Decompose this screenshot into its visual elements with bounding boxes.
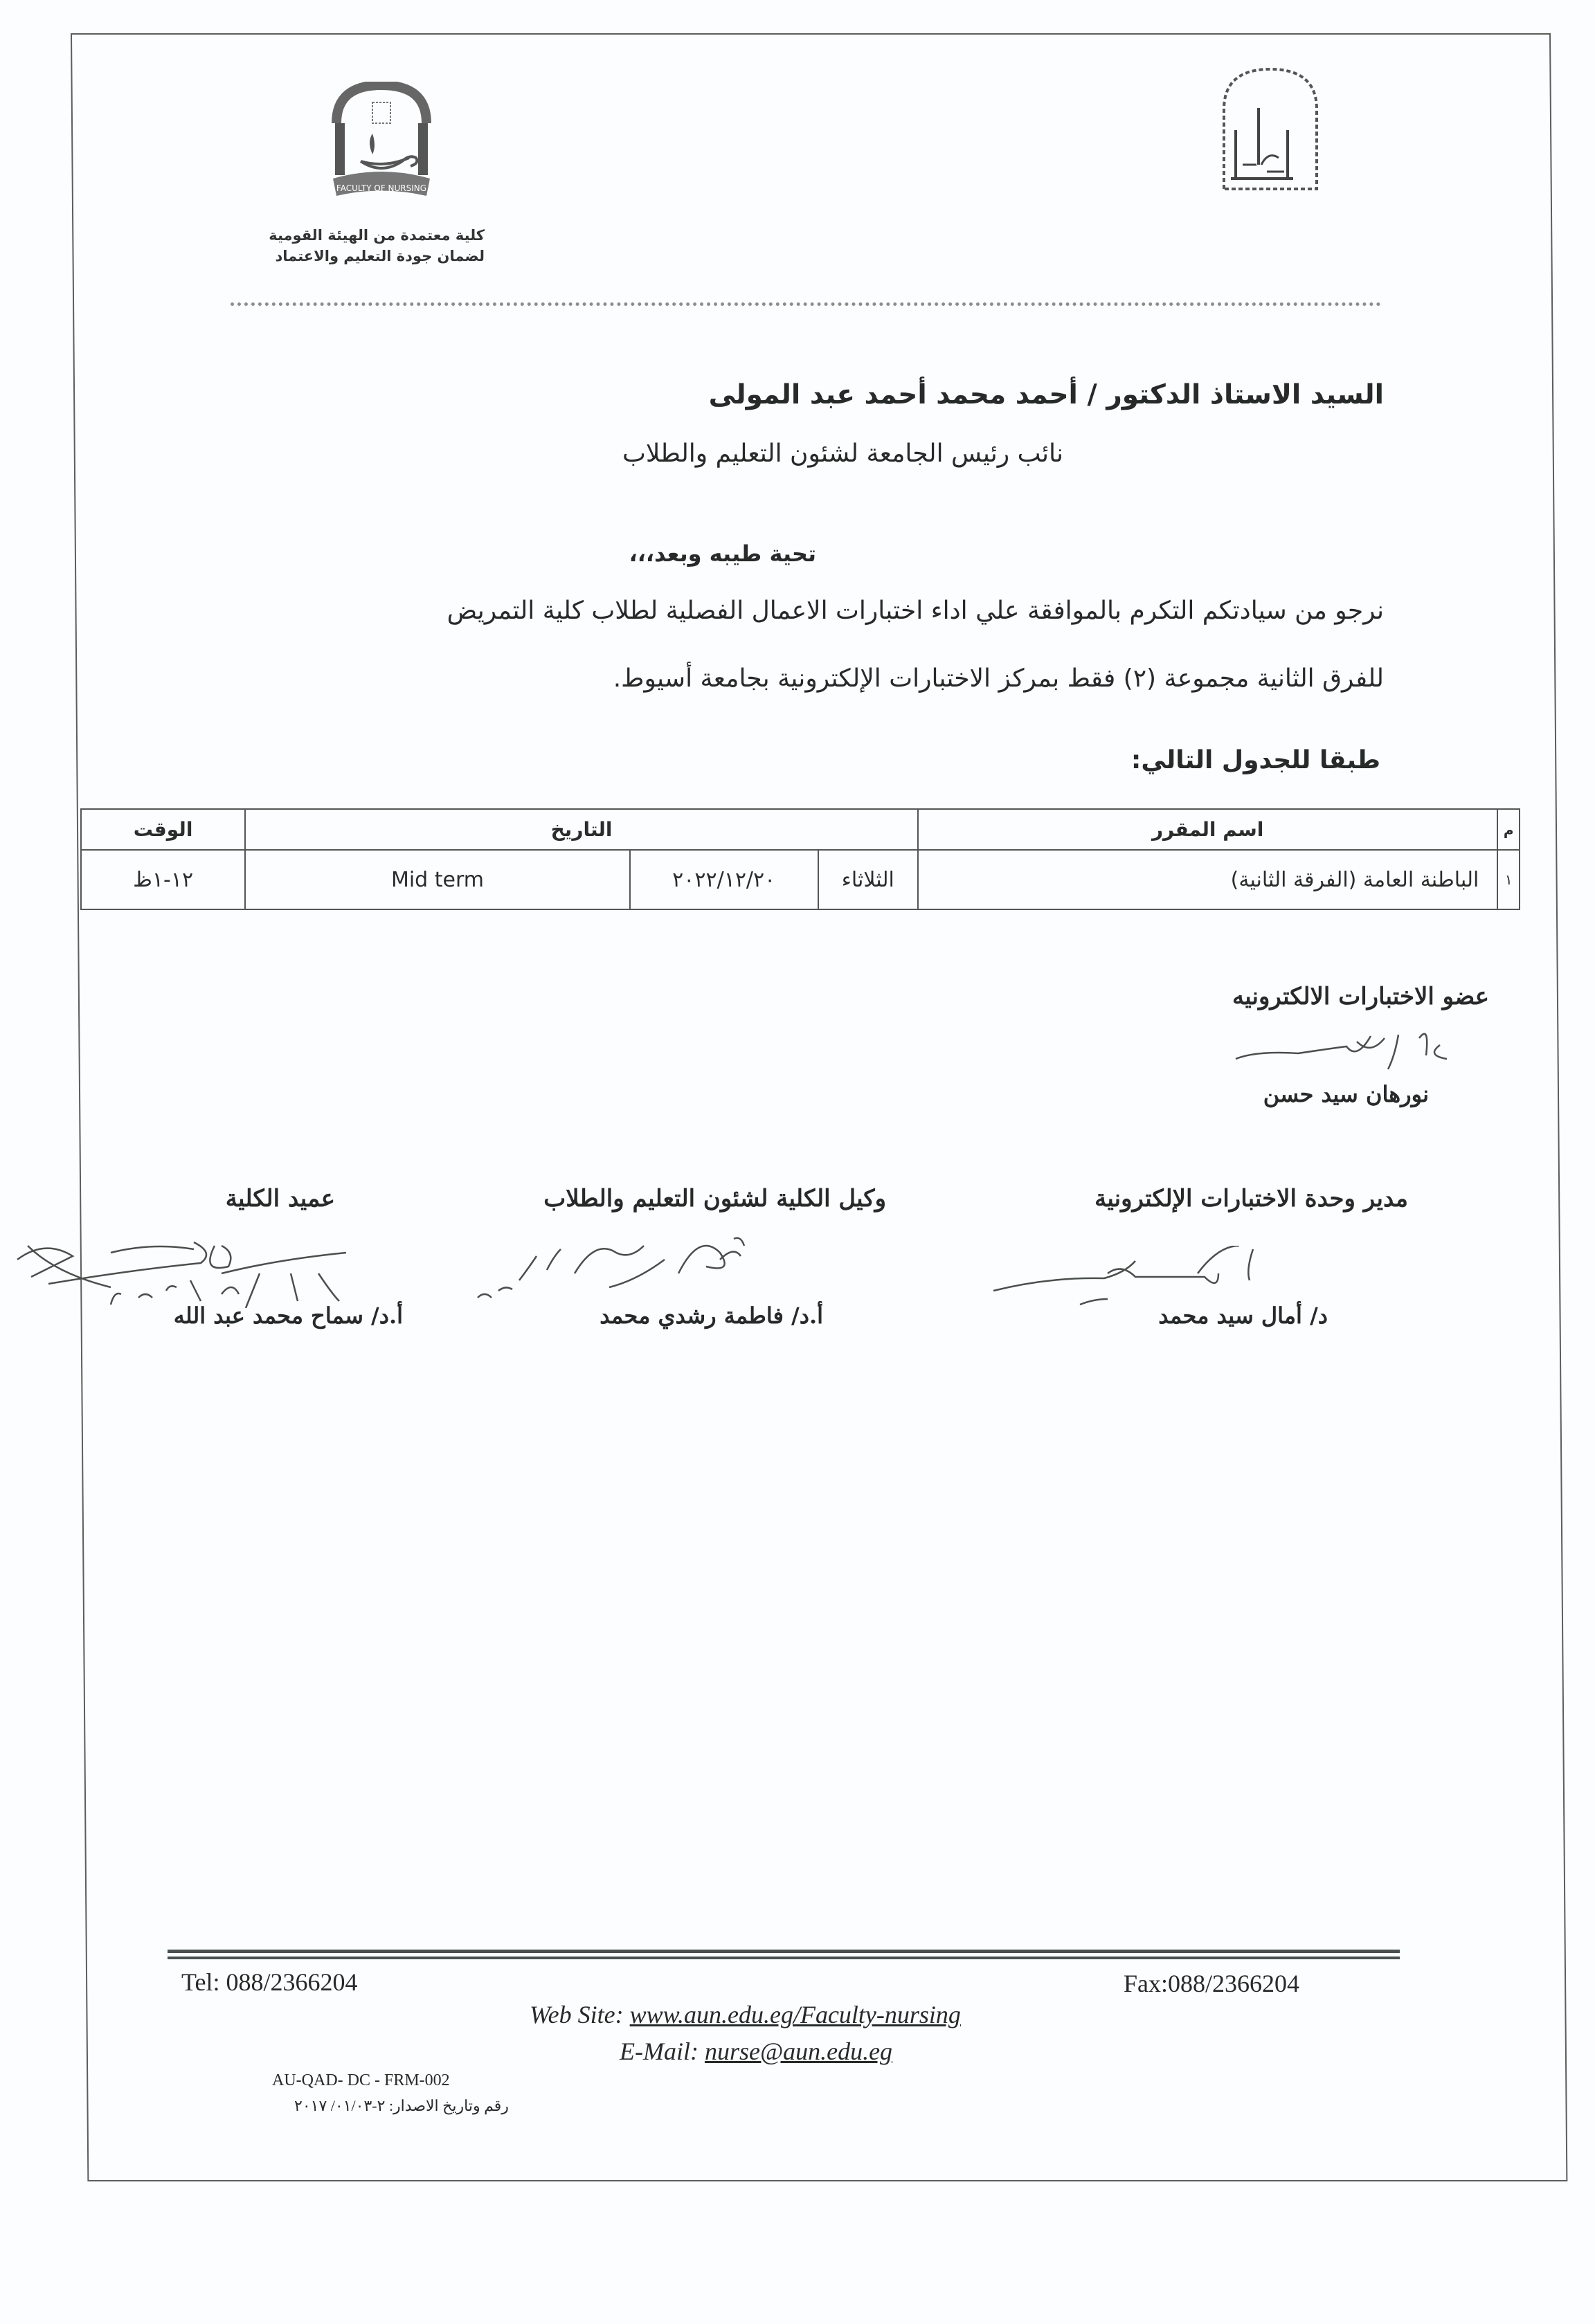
director-title: مدير وحدة الاختبارات الإلكترونية	[1094, 1185, 1408, 1213]
vice-dean-name: أ.د/ فاطمة رشدي محمد	[600, 1302, 823, 1329]
body-text-line-2: للفرق الثانية مجموعة (٢) فقط بمركز الاختبارات الإلكترونية بجامعة أسيوط.	[613, 664, 1384, 693]
email-line	[620, 2037, 892, 2066]
director-name: د/ أمال سيد محمد	[1158, 1302, 1328, 1329]
dean-title: عميد الكلية	[225, 1185, 335, 1213]
greeting: تحية طيبه وبعد،،،	[629, 541, 816, 567]
assiut-university-emblem-icon	[1218, 61, 1322, 192]
member-name: نورهان سيد حسن	[1263, 1081, 1429, 1107]
cell-date: ٢٠٢٢/١٢/٢٠	[630, 850, 818, 909]
member-title: عضو الاختبارات الالكترونيه	[1232, 983, 1489, 1010]
footer-divider-thick	[168, 1950, 1400, 1953]
table-intro: طبقا للجدول التالي:	[1130, 746, 1380, 774]
email-label: E-Mail:	[620, 2037, 699, 2065]
assiut-university-logo	[1218, 61, 1322, 192]
cell-index: ١	[1497, 850, 1520, 909]
faculty-of-nursing-logo	[330, 82, 433, 206]
recipient-position: نائب رئيس الجامعة لشئون التعليم والطلاب	[622, 439, 1063, 468]
header-course-name: اسم المقرر	[918, 809, 1497, 850]
form-code: AU-QAD- DC - FRM-002	[272, 2071, 450, 2089]
email-link[interactable]: nurse@aun.edu.eg	[704, 2037, 893, 2065]
cell-exam-type: Mid term	[245, 850, 630, 909]
nursing-lamp-emblem-icon	[330, 82, 433, 206]
fax: Fax:088/2366204	[1124, 1970, 1300, 1997]
exam-schedule-table	[80, 808, 1520, 910]
cell-course-name: الباطنة العامة (الفرقة الثانية)	[918, 850, 1497, 909]
table-row	[81, 850, 1520, 909]
header-dotted-divider	[231, 302, 1381, 306]
issue-number-date: رقم وتاريخ الاصدار: ٢-٠١/٠٣/ ٢٠١٧	[294, 2097, 509, 2114]
website-label: Web Site:	[530, 2001, 624, 2028]
footer-divider-thin	[168, 1957, 1400, 1959]
dean-signature-icon	[14, 1232, 388, 1308]
header-date: التاريخ	[245, 809, 918, 850]
website-link[interactable]: www.aun.edu.eg/Faculty-nursing	[629, 2001, 961, 2028]
director-signature-icon	[990, 1246, 1301, 1308]
vice-dean-signature-icon	[471, 1232, 782, 1308]
accreditation-line-1: كلية معتمدة من الهيئة القومية	[269, 227, 485, 244]
telephone: Tel: 088/2366204	[181, 1968, 358, 1996]
member-signature-icon	[1232, 1028, 1461, 1076]
recipient-line: السيد الاستاذ الدكتور / أحمد محمد أحمد عبد المولى	[708, 379, 1384, 410]
dean-name: أ.د/ سماح محمد عبد الله	[173, 1302, 403, 1329]
table-header-row	[81, 809, 1520, 850]
vice-dean-title: وكيل الكلية لشئون التعليم والطلاب	[543, 1185, 886, 1213]
header-index: م	[1497, 809, 1520, 850]
logo-band-text: FACULTY OF NURSING	[336, 183, 427, 193]
cell-time: ١٢-١ظ	[81, 850, 245, 909]
page-border	[71, 33, 1567, 2181]
header-time: الوقت	[81, 809, 245, 850]
cell-day: الثلاثاء	[818, 850, 918, 909]
accreditation-line-2: لضمان جودة التعليم والاعتماد	[275, 248, 485, 264]
accreditation-statement	[256, 225, 485, 266]
website-line	[530, 2000, 961, 2029]
body-text-line-1: نرجو من سيادتكم التكرم بالموافقة علي اداء اختبارات الاعمال الفصلية لطلاب كلية التمريض	[447, 597, 1384, 625]
